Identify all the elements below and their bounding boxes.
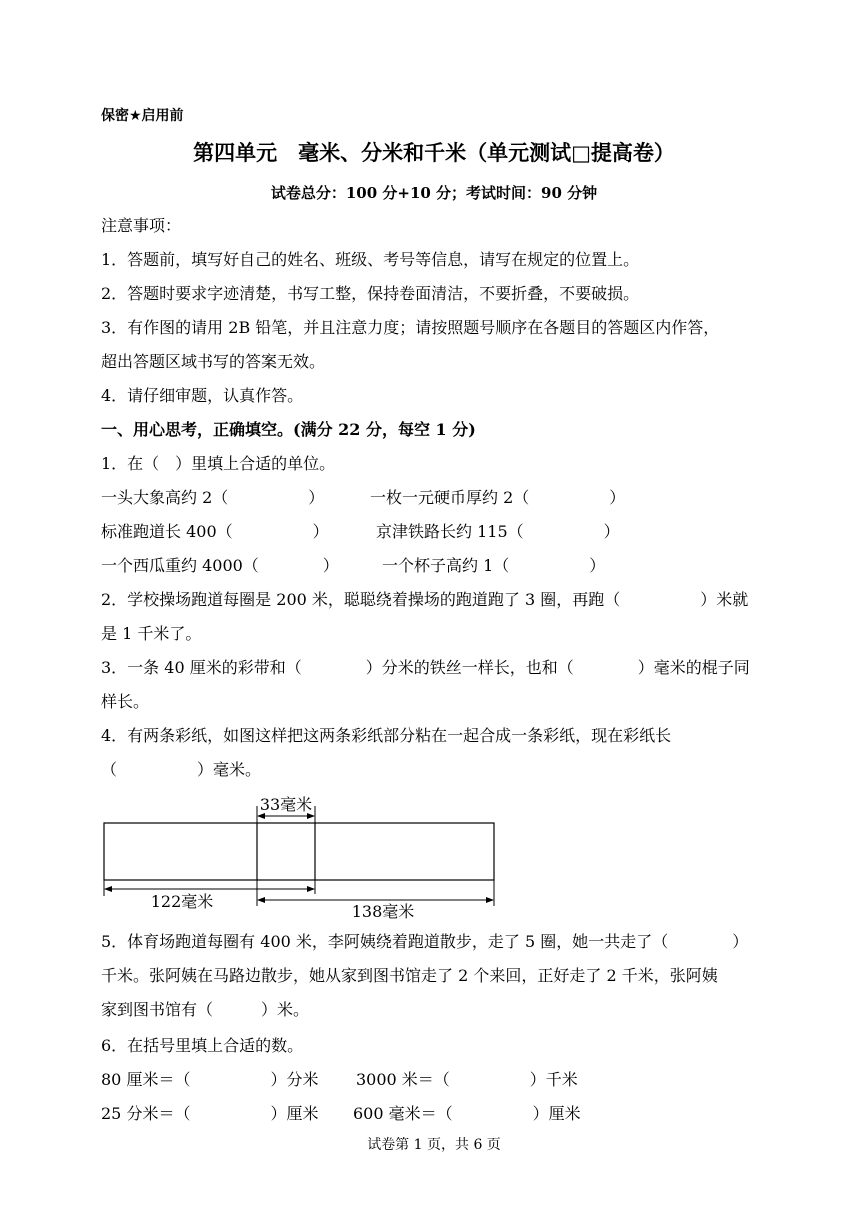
exam-info: 试卷总分：100 分+10 分；考试时间：90 分钟	[270, 184, 598, 202]
q1-item: 一个西瓜重约 4000（ ）	[101, 556, 339, 575]
question-3: 3．一条 40 厘米的彩带和（ ）分米的铁丝一样长，也和（ ）毫米的棍子同	[101, 658, 750, 677]
confidential-label: 保密★启用前	[101, 108, 184, 124]
q1-item: 京津铁路长约 115（ ）	[376, 522, 620, 541]
note-item: 4．请仔细审题，认真作答。	[101, 386, 304, 405]
section-heading: 一、用心思考，正确填空。(满分 22 分，每空 1 分)	[101, 420, 476, 439]
page-footer: 试卷第 1 页，共 6 页	[367, 1137, 501, 1153]
question-4-cont: （ ）毫米。	[101, 760, 262, 779]
note-item: 1．答题前，填写好自己的姓名、班级、考号等信息，请写在规定的位置上。	[101, 250, 640, 269]
q6-item: 25 分米＝（ ）厘米	[101, 1104, 319, 1123]
note-item: 2．答题时要求字迹清楚，书写工整，保持卷面清洁，不要折叠，不要破损。	[101, 284, 640, 303]
right-strip-label: 138毫米	[351, 902, 415, 921]
notes-heading: 注意事项：	[101, 216, 182, 235]
note-item: 超出答题区域书写的答案无效。	[101, 352, 326, 371]
question-2: 2．学校操场跑道每圈是 200 米，聪聪绕着操场的跑道跑了 3 圈，再跑（ ）米就	[101, 590, 749, 609]
note-item: 3．有作图的请用 2B 铅笔，并且注意力度；请按照题号顺序在各题目的答题区内作答，	[101, 318, 720, 337]
combined-strip	[104, 823, 494, 880]
q6-item: 3000 米＝（ ）千米	[356, 1070, 578, 1089]
q6-item: 600 毫米＝（ ）厘米	[353, 1104, 581, 1123]
q6-item: 80 厘米＝（ ）分米	[101, 1070, 319, 1089]
question-5-cont: 千米。张阿姨在马路边散步，她从家到图书馆走了 2 个来回，正好走了 2 千米，张阿姨	[101, 966, 718, 985]
q1-item: 标准跑道长 400（ ）	[101, 522, 329, 541]
question-6: 6．在括号里填上合适的数。	[101, 1036, 304, 1055]
q1-item: 一枚一元硬币厚约 2（ ）	[370, 488, 626, 507]
question-3-cont: 样长。	[101, 692, 150, 711]
page-title: 第四单元 毫米、分米和千米（单元测试□提高卷）	[193, 140, 675, 165]
overlap-label: 33毫米	[259, 795, 313, 814]
q1-item: 一个杯子高约 1（ ）	[382, 556, 606, 575]
question-5-cont: 家到图书馆有（ ）米。	[101, 1000, 310, 1019]
question-4: 4．有两条彩纸，如图这样把这两条彩纸部分粘在一起合成一条彩纸，现在彩纸长	[101, 726, 672, 745]
q1-item: 一头大象高约 2（ ）	[101, 488, 325, 507]
question-2-cont: 是 1 千米了。	[101, 624, 202, 643]
left-strip-label: 122毫米	[150, 892, 214, 911]
question-5: 5．体育场跑道每圈有 400 米，李阿姨绕着跑道散步，走了 5 圈，她一共走了（ ）	[101, 932, 749, 951]
paper-strips-diagram	[0, 788, 868, 928]
question-1: 1．在（ ）里填上合适的单位。	[101, 454, 336, 473]
